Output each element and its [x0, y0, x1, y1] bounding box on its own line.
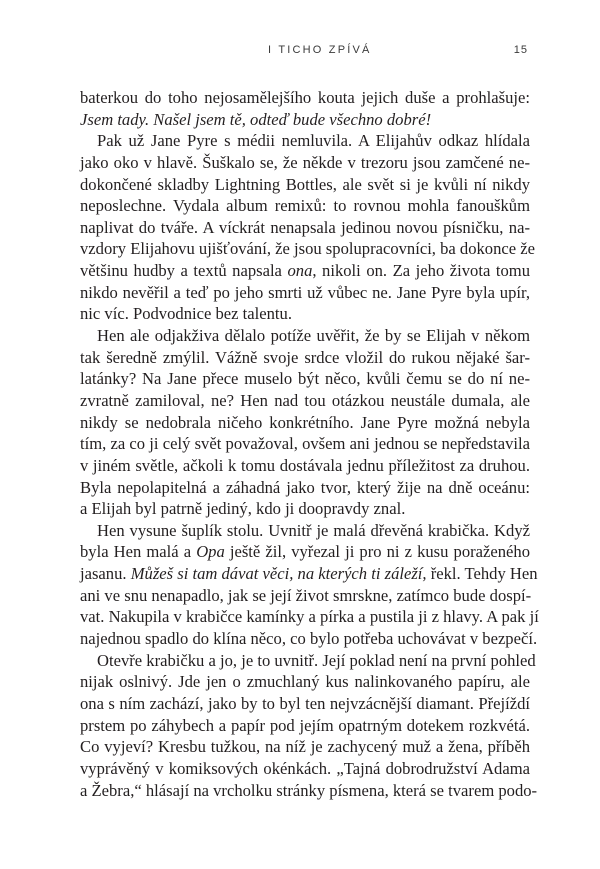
text-line	[80, 780, 538, 802]
paragraph-first-line	[80, 130, 530, 152]
running-head	[0, 44, 600, 62]
text-segment: ani ve snu nenapadlo, jak se její život smrskne, zatímco bude dospí-	[80, 585, 532, 605]
text-line	[80, 477, 530, 499]
text-segment: Co vyjeví? Kresbu tužkou, na níž je zachycený muž a žena, příběh	[80, 737, 530, 757]
text-segment: většinu hudby a textů napsala	[80, 261, 288, 281]
italic-text: Opa	[196, 542, 225, 562]
text-segment: ona s ním zachází, jako by to byl ten nejvzácnější diamant. Přejíždí	[80, 693, 530, 713]
running-head-title: I TICHO ZPÍVÁ	[268, 44, 372, 56]
text-segment: řekl. Tehdy Hen	[426, 564, 538, 584]
text-line	[80, 109, 530, 131]
text-segment: tak šeredně zmýlil. Vážně svoje srdce vložil do rukou nějaké šar-	[80, 347, 530, 367]
text-line	[80, 282, 530, 304]
text-line	[80, 433, 530, 455]
text-segment: vzdory Elijahovu ujišťování, že jsou spolupracovníci, ba dokonce že	[80, 239, 535, 259]
text-line	[80, 671, 530, 693]
text-line	[80, 736, 530, 758]
text-line	[80, 195, 530, 217]
text-line	[80, 585, 530, 607]
text-segment: vyprávěný v komiksových okénkách. „Tajná dobrodružství Adama	[80, 758, 530, 778]
text-line	[80, 87, 530, 109]
text-line	[80, 347, 530, 369]
text-segment: byla Hen malá a	[80, 542, 197, 562]
text-line	[80, 693, 530, 715]
italic-text: Můžeš si tam dávat věci, na kterých ti záleží,	[130, 564, 427, 584]
text-line	[80, 303, 530, 325]
text-line	[80, 368, 530, 390]
text-line	[80, 541, 530, 563]
text-segment: vat. Nakupila v krabičce kamínky a pírka a pustila ji z hlavy. A pak jí	[80, 607, 539, 627]
text-line	[80, 758, 530, 780]
page-number: 15	[513, 44, 528, 56]
text-segment: najednou spadlo do klína něco, co bylo potřeba uchovávat v bezpečí.	[80, 629, 538, 649]
italic-text: Jsem tady. Našel jsem tě, odteď bude všechno dobré!	[80, 109, 432, 129]
text-line	[80, 217, 530, 239]
text-segment: , nikoli on. Za jeho života tomu	[312, 261, 530, 281]
text-line	[80, 606, 539, 628]
paragraph-first-line	[80, 520, 530, 542]
text-segment: tím, za co ji celý svět považoval, ovšem ani jednou se nepředstavila	[80, 434, 530, 454]
text-segment: Otevře krabičku a jo, je to uvnitř. Její poklad není na první pohled	[97, 650, 536, 670]
text-segment: zvratně zamiloval, ne? Hen nad tou otázkou neustále dumala, ale	[80, 390, 530, 410]
text-line	[80, 390, 530, 412]
italic-text: ona	[287, 261, 313, 281]
text-segment: nikdy se nedobrala ničeho konkrétního. Jane Pyre možná nebyla	[80, 412, 530, 432]
text-segment: jako oko v hlavě. Šuškalo se, že někde v trezoru jsou zamčené ne-	[80, 152, 530, 172]
text-segment: a Žebra,“ hlásají na vrcholku stránky písmena, která se tvarem podo-	[80, 780, 538, 800]
text-segment: latánky? Na Jane přece muselo být něco, kvůli čemu se do ní ne-	[80, 369, 530, 389]
text-segment: nikdo nevěřil a teď po jeho smrti už vůbec ne. Jane Pyre byla upír,	[80, 282, 530, 302]
text-line	[80, 498, 530, 520]
text-segment: Pak už Jane Pyre s médii nemluvila. A Elijahův odkaz hlídala	[97, 131, 530, 151]
text-segment: dokončené skladby Lightning Bottles, ale svět si je kvůli ní nikdy	[80, 174, 530, 194]
text-line	[80, 174, 530, 196]
text-segment: nic víc. Podvodnice bez talentu.	[80, 304, 292, 324]
body-text	[80, 87, 539, 801]
text-line	[80, 715, 530, 737]
text-line	[80, 238, 535, 260]
text-segment: jasanu.	[80, 564, 131, 584]
text-line	[80, 563, 538, 585]
text-segment: v jiném světle, ačkoli k tomu dostávala jednu příležitost za druhou.	[80, 455, 530, 475]
text-segment: ještě žil, vyřezal ji pro ni z kusu poraženého	[224, 542, 530, 562]
text-segment: Hen vysune šuplík stolu. Uvnitř je malá dřevěná krabička. Když	[97, 520, 530, 540]
text-segment: prstem po záhybech a papír pod jejím opatrným dotekem rozkvétá.	[80, 715, 530, 735]
text-line	[80, 152, 530, 174]
text-segment: naplivat do tváře. A víckrát nenapsala jedinou novou písničku, na-	[80, 217, 530, 237]
paragraph-first-line	[80, 650, 536, 672]
text-segment: baterkou do toho nejosamělejšího kouta jejich duše a prohlašuje:	[80, 88, 530, 107]
text-segment: Byla nepolapitelná a záhadná jako tvor, který žije na dně oceánu:	[80, 477, 530, 497]
text-segment: neposlechne. Vydala album remixů: to rovnou mohla fanouškům	[80, 196, 530, 216]
text-line	[80, 628, 538, 650]
text-line	[80, 412, 530, 434]
text-segment: nijak oslnivý. Jde jen o zmuchlaný kus nalinkovaného papíru, ale	[80, 672, 530, 692]
text-segment: a Elijah byl patrně jediný, kdo ji doopravdy znal.	[80, 499, 406, 519]
text-segment: Hen ale odjakživa dělalo potíže uvěřit, že by se Elijah v někom	[97, 326, 530, 346]
text-line	[80, 260, 530, 282]
text-line	[80, 455, 530, 477]
paragraph-first-line	[80, 325, 530, 347]
